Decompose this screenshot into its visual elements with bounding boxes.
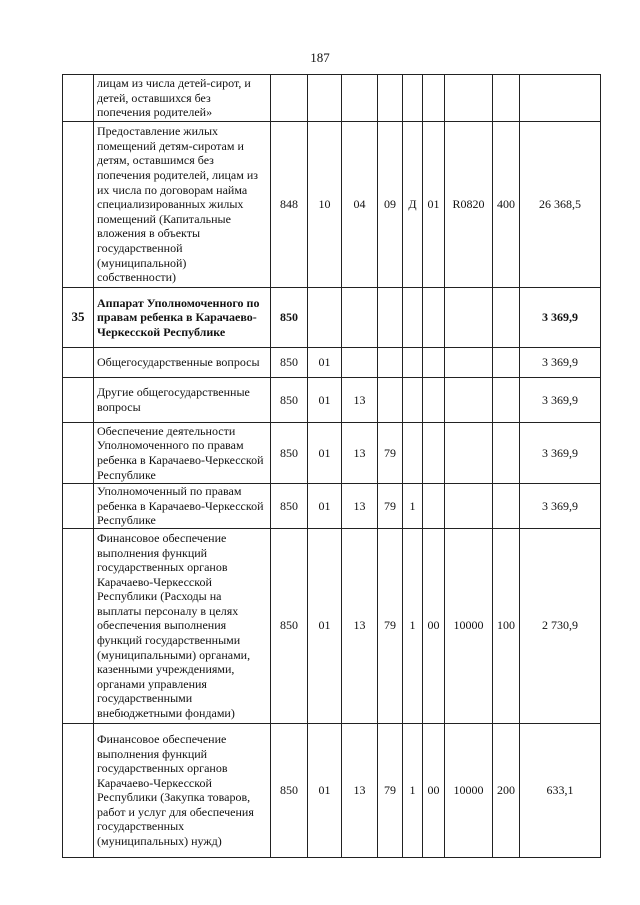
page-number: 187 <box>310 50 330 65</box>
row-number-cell <box>63 122 94 288</box>
item-name-cell: лицам из числа детей-сирот, и детей, оставшихся без попечения родителей» <box>94 75 271 122</box>
ministry-code-cell: 848 <box>271 122 308 288</box>
program-code-cell <box>378 348 403 378</box>
table-row <box>63 484 601 529</box>
amount-cell: 2 730,9 <box>520 528 601 723</box>
section-code-cell: 10 <box>308 122 342 288</box>
direction-code-cell <box>445 484 493 529</box>
activity-code-cell: 00 <box>423 528 445 723</box>
direction-code-cell: R0820 <box>445 122 493 288</box>
program-code-cell <box>378 288 403 348</box>
activity-code-cell <box>423 423 445 484</box>
direction-code-cell <box>445 288 493 348</box>
table-body <box>63 75 601 858</box>
expense-type-code-cell: 400 <box>493 122 520 288</box>
activity-code-cell <box>423 484 445 529</box>
section-code-cell <box>308 75 342 122</box>
table-row <box>63 122 601 288</box>
ministry-code-cell <box>271 75 308 122</box>
row-number-cell <box>63 484 94 529</box>
subsection-code-cell <box>342 288 378 348</box>
amount-cell: 3 369,9 <box>520 378 601 423</box>
amount-cell: 3 369,9 <box>520 423 601 484</box>
expense-type-code-cell <box>493 348 520 378</box>
subprogram-code-cell: 1 <box>403 723 423 857</box>
section-code-cell: 01 <box>308 348 342 378</box>
program-code-cell: 79 <box>378 723 403 857</box>
table-row <box>63 348 601 378</box>
table-row <box>63 75 601 122</box>
section-code-cell: 01 <box>308 528 342 723</box>
section-code-cell: 01 <box>308 723 342 857</box>
section-code-cell <box>308 288 342 348</box>
row-number-cell: 35 <box>63 288 94 348</box>
table-row <box>63 723 601 857</box>
activity-code-cell <box>423 378 445 423</box>
expense-type-code-cell <box>493 423 520 484</box>
subsection-code-cell: 13 <box>342 378 378 423</box>
row-number-cell <box>63 723 94 857</box>
item-name-cell: Финансовое обеспечение выполнения функций государственных органов Карачаево-Черкесской Республики (Закупка товаров, работ и услуг для обеспечения государственных (муниципальных) нужд) <box>94 723 271 857</box>
program-code-cell: 79 <box>378 423 403 484</box>
ministry-code-cell: 850 <box>271 528 308 723</box>
budget-table <box>62 74 601 858</box>
amount-cell: 3 369,9 <box>520 348 601 378</box>
item-name-cell: Финансовое обеспечение выполнения функций государственных органов Карачаево-Черкесской Республики (Расходы на выплаты персоналу в целях обеспечения выполнения функций государственными (муниципальными) органами, казенными учреждениями, органами управления государственными внебюджетными фондами) <box>94 528 271 723</box>
subsection-code-cell <box>342 348 378 378</box>
direction-code-cell: 10000 <box>445 528 493 723</box>
expense-type-code-cell: 200 <box>493 723 520 857</box>
section-code-cell: 01 <box>308 378 342 423</box>
program-code-cell <box>378 75 403 122</box>
direction-code-cell: 10000 <box>445 723 493 857</box>
ministry-code-cell: 850 <box>271 423 308 484</box>
section-code-cell: 01 <box>308 423 342 484</box>
subprogram-code-cell: Д <box>403 122 423 288</box>
amount-cell: 633,1 <box>520 723 601 857</box>
section-code-cell: 01 <box>308 484 342 529</box>
direction-code-cell <box>445 378 493 423</box>
direction-code-cell <box>445 423 493 484</box>
program-code-cell: 79 <box>378 528 403 723</box>
row-number-cell <box>63 378 94 423</box>
amount-cell: 3 369,9 <box>520 288 601 348</box>
program-code-cell: 79 <box>378 484 403 529</box>
subsection-code-cell: 04 <box>342 122 378 288</box>
item-name-cell: Обеспечение деятельности Уполномоченного по правам ребенка в Карачаево-Черкесской Республике <box>94 423 271 484</box>
activity-code-cell <box>423 288 445 348</box>
direction-code-cell <box>445 75 493 122</box>
program-code-cell <box>378 378 403 423</box>
subsection-code-cell: 13 <box>342 484 378 529</box>
subprogram-code-cell <box>403 288 423 348</box>
item-name-cell: Аппарат Уполномоченного по правам ребенка в Карачаево-Черкесской Республике <box>94 288 271 348</box>
table-row <box>63 288 601 348</box>
subprogram-code-cell <box>403 75 423 122</box>
table-row <box>63 378 601 423</box>
subsection-code-cell <box>342 75 378 122</box>
table-row <box>63 423 601 484</box>
table-row <box>63 528 601 723</box>
subprogram-code-cell <box>403 378 423 423</box>
ministry-code-cell: 850 <box>271 484 308 529</box>
amount-cell <box>520 75 601 122</box>
subprogram-code-cell <box>403 348 423 378</box>
item-name-cell: Другие общегосударственные вопросы <box>94 378 271 423</box>
subsection-code-cell: 13 <box>342 423 378 484</box>
activity-code-cell: 00 <box>423 723 445 857</box>
subprogram-code-cell: 1 <box>403 528 423 723</box>
subprogram-code-cell: 1 <box>403 484 423 529</box>
item-name-cell: Уполномоченный по правам ребенка в Карачаево-Черкесской Республике <box>94 484 271 529</box>
expense-type-code-cell <box>493 484 520 529</box>
ministry-code-cell: 850 <box>271 378 308 423</box>
expense-type-code-cell <box>493 288 520 348</box>
ministry-code-cell: 850 <box>271 288 308 348</box>
program-code-cell: 09 <box>378 122 403 288</box>
item-name-cell: Общегосударственные вопросы <box>94 348 271 378</box>
row-number-cell <box>63 528 94 723</box>
row-number-cell <box>63 423 94 484</box>
activity-code-cell: 01 <box>423 122 445 288</box>
activity-code-cell <box>423 348 445 378</box>
direction-code-cell <box>445 348 493 378</box>
item-name-cell: Предоставление жилых помещений детям-сиротам и детям, оставшимся без попечения родителей, лицам из их числа по договорам найма специализированных жилых помещений (Капитальные вложения в объекты государственной (муниципальной) собственности) <box>94 122 271 288</box>
row-number-cell <box>63 348 94 378</box>
subsection-code-cell: 13 <box>342 723 378 857</box>
row-number-cell <box>63 75 94 122</box>
amount-cell: 3 369,9 <box>520 484 601 529</box>
subsection-code-cell: 13 <box>342 528 378 723</box>
expense-type-code-cell <box>493 378 520 423</box>
ministry-code-cell: 850 <box>271 348 308 378</box>
expense-type-code-cell <box>493 75 520 122</box>
activity-code-cell <box>423 75 445 122</box>
ministry-code-cell: 850 <box>271 723 308 857</box>
amount-cell: 26 368,5 <box>520 122 601 288</box>
expense-type-code-cell: 100 <box>493 528 520 723</box>
subprogram-code-cell <box>403 423 423 484</box>
